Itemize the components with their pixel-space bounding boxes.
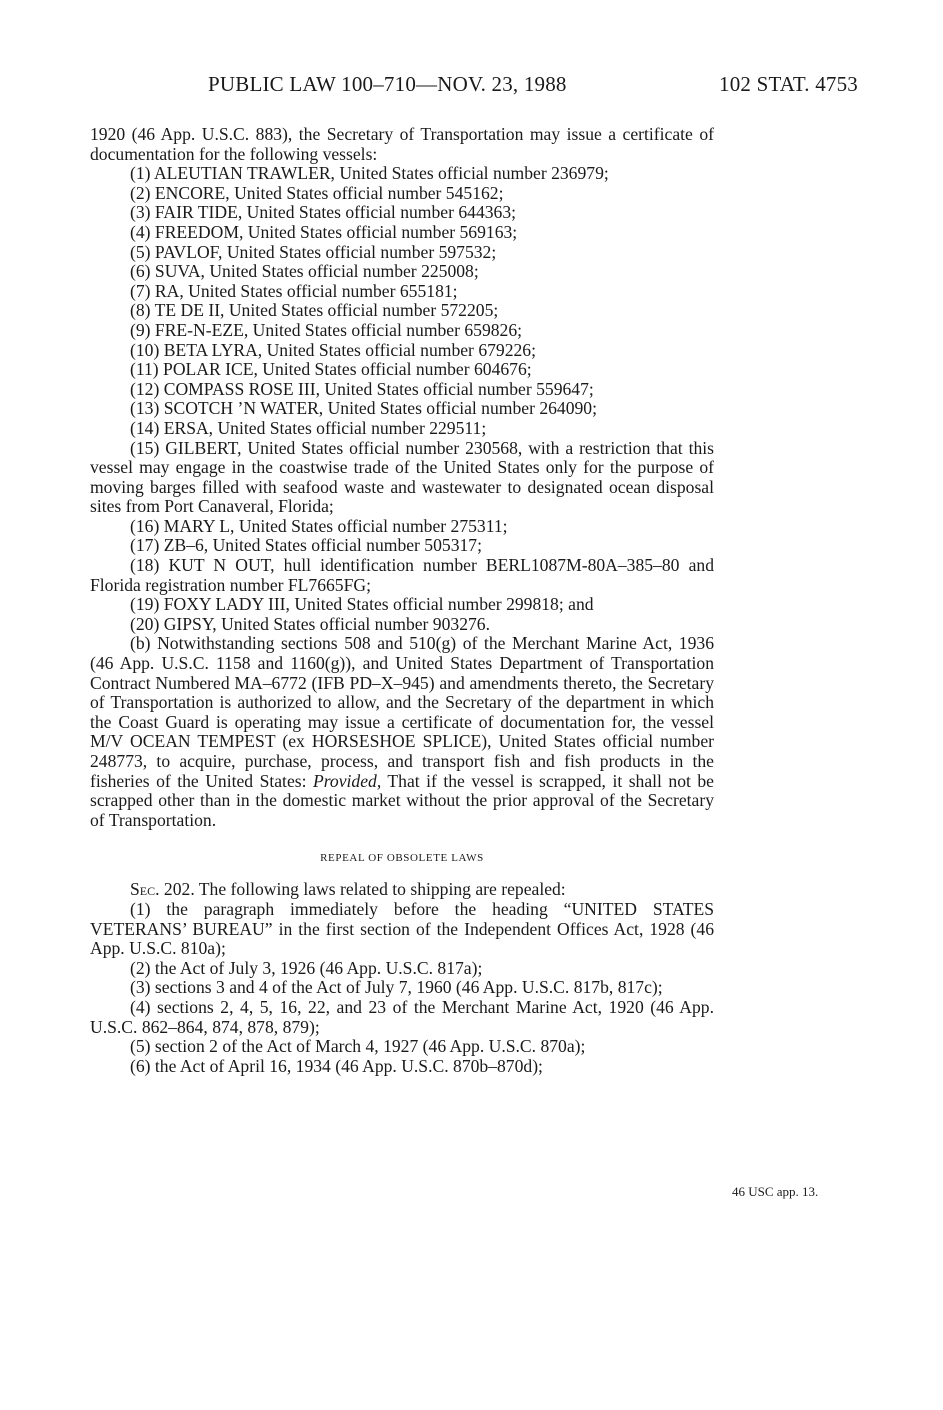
vessel-item-17: (17) ZB–6, United States official number 505317; bbox=[130, 535, 482, 556]
main-text bbox=[90, 125, 714, 1076]
vessel-item-2: (2) ENCORE, United States official number 545162; bbox=[130, 182, 504, 203]
vessel-item-16: (16) MARY L, United States official number 275311; bbox=[130, 515, 508, 536]
section-label: Sec. bbox=[130, 879, 160, 900]
margin-note: 46 USC app. 13. bbox=[732, 1184, 819, 1199]
vessel-item-6: (6) SUVA, United States official number 225008; bbox=[130, 261, 479, 282]
vessel-item-13: (13) SCOTCH ’N WATER, United States official number 264090; bbox=[130, 398, 597, 419]
paragraph-b-text-end: That if the vessel is scrapped, it shall not be scrapped other than in the domestic market without the prior approval of the Secretary of Transportation. bbox=[90, 770, 714, 830]
repeal-item-6: (6) the Act of April 16, 1934 (46 App. U.S.C. 870b–870d); bbox=[130, 1055, 543, 1076]
repeal-item-2: (2) the Act of July 3, 1926 (46 App. U.S.C. 817a); bbox=[130, 957, 483, 978]
vessel-item-5: (5) PAVLOF, United States official number 597532; bbox=[130, 241, 497, 262]
paragraph-b bbox=[90, 634, 714, 830]
repeal-item-1: (1) the paragraph immediately before the heading “UNITED STATES VETERANS’ BUREAU” in the first section of the Independent Offices Act, 1928 (46 App. U.S.C. 810a); bbox=[90, 898, 714, 959]
vessel-item-18: (18) KUT N OUT, hull identification number BERL1087M-80A–385–80 and Florida registration number FL7665FG; bbox=[90, 555, 714, 595]
vessel-item-14: (14) ERSA, United States official number 229511; bbox=[130, 417, 487, 438]
paragraph-b-text: (b) Notwithstanding sections 508 and 510(g) of the Merchant Marine Act, 1936 (46 App. U.S.C. 1158 and 1160(g)), and United States Department of Transportation Contract Numbered MA–6772 (IFB PD–X–945) and amendments thereto, the Secretary of Transportation is authorized to allow, and the Secretary of the department in which the Coast Guard is operating may issue a certificate of documentation for, the vessel M/V OCEAN TEMPEST (ex HORSESHOE SPLICE), United States official number 248773, to acquire, purchase, process, and transport fish and fish products in the fisheries of the United States: bbox=[90, 633, 714, 791]
repeal-item-4: (4) sections 2, 4, 5, 16, 22, and 23 of the Merchant Marine Act, 1920 (46 App. U.S.C. 862–864, 874, 878, 879); bbox=[90, 996, 714, 1037]
repeal-item-3: (3) sections 3 and 4 of the Act of July 7, 1960 (46 App. U.S.C. 817b, 817c); bbox=[130, 977, 663, 998]
vessel-item-11: (11) POLAR ICE, United States official number 604676; bbox=[130, 359, 532, 380]
vessel-item-9: (9) FRE-N-EZE, United States official number 659826; bbox=[130, 319, 523, 340]
vessel-item-10: (10) BETA LYRA, United States official number 679226; bbox=[130, 339, 536, 360]
section-heading: REPEAL OF OBSOLETE LAWS bbox=[320, 852, 484, 865]
header-stat-page: 102 STAT. 4753 bbox=[719, 72, 858, 96]
repeal-item-5: (5) section 2 of the Act of March 4, 1927 (46 App. U.S.C. 870a); bbox=[130, 1036, 586, 1057]
vessel-item-4: (4) FREEDOM, United States official number 569163; bbox=[130, 221, 518, 242]
vessel-item-15: (15) GILBERT, United States official number 230568, with a restriction that this vessel may engage in the coastwise trade of the United States only for the purpose of moving barges filled with seafood waste and wastewater to designated ocean disposal sites from Port Canaveral, Florida; bbox=[90, 437, 714, 517]
header-title: PUBLIC LAW 100–710—NOV. 23, 1988 bbox=[208, 72, 567, 96]
vessel-item-3: (3) FAIR TIDE, United States official number 644363; bbox=[130, 202, 517, 223]
vessel-item-1: (1) ALEUTIAN TRAWLER, United States official number 236979; bbox=[130, 163, 609, 184]
section-202-text: 202. The following laws related to shipping are repealed: bbox=[159, 879, 566, 900]
intro-paragraph: 1920 (46 App. U.S.C. 883), the Secretary of Transportation may issue a certificate of documentation for the following vessels: bbox=[90, 124, 714, 164]
section-202-intro bbox=[90, 880, 714, 900]
vessel-item-8: (8) TE DE II, United States official number 572205; bbox=[130, 300, 499, 321]
vessel-item-19: (19) FOXY LADY III, United States official number 299818; and bbox=[130, 594, 594, 615]
page-header bbox=[90, 72, 858, 104]
vessel-item-12: (12) COMPASS ROSE III, United States official number 559647; bbox=[130, 378, 594, 399]
provided-italic: Provided, bbox=[312, 770, 382, 791]
vessel-item-7: (7) RA, United States official number 655181; bbox=[130, 280, 458, 301]
vessel-item-20: (20) GIPSY, United States official number 903276. bbox=[130, 613, 490, 634]
